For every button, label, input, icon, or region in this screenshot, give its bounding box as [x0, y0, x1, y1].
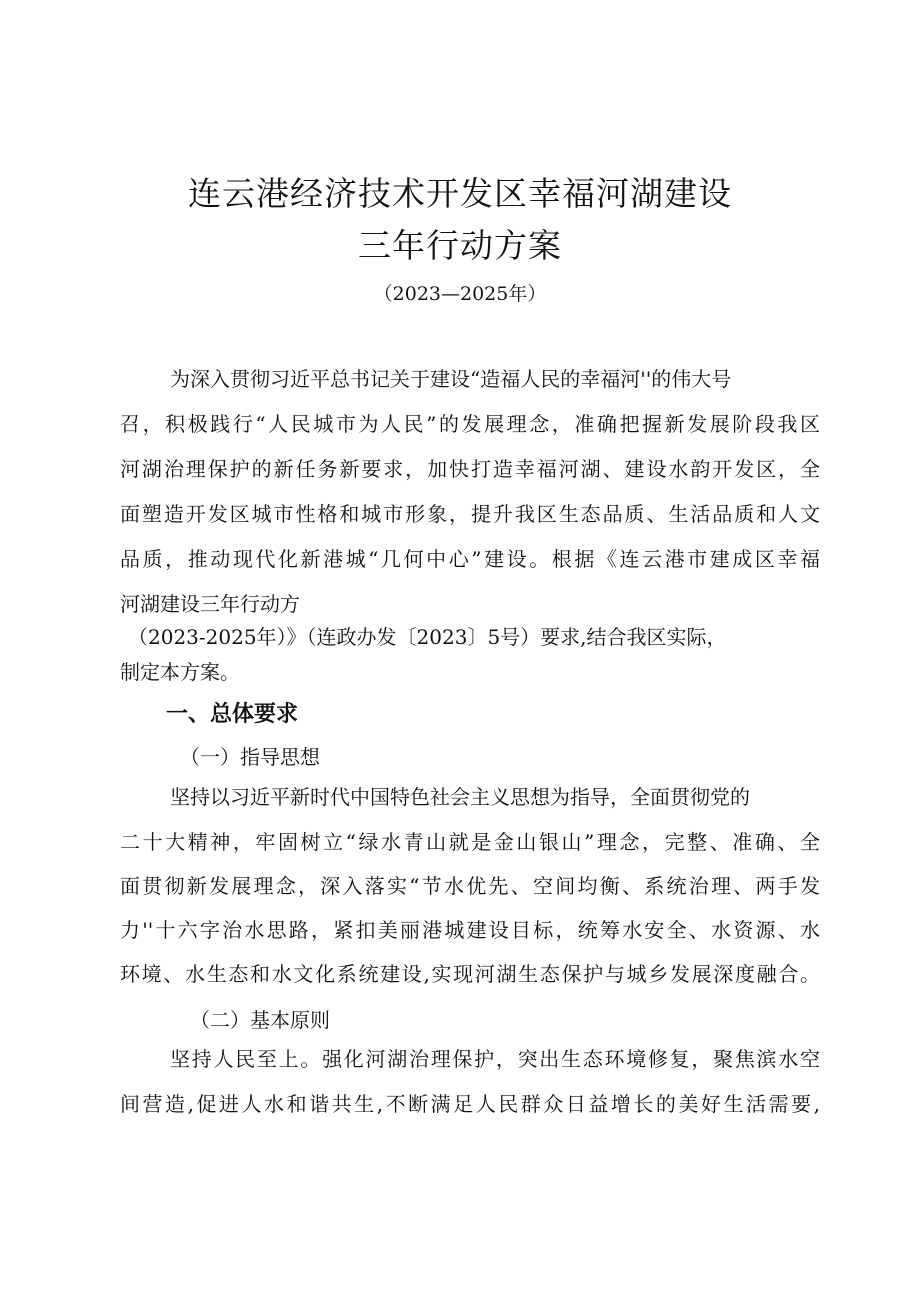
document-title-line2: 三年行动方案 — [358, 226, 562, 265]
paragraph-line: 制定本方案。 — [120, 660, 240, 684]
paragraph-line: 品质，推动现代化新港城“几何中心”建设。根据《连云港市建成区幸福 — [120, 547, 820, 571]
paragraph-line: 河湖建设三年行动方 — [120, 592, 300, 616]
document-subtitle: （2023—2025年） — [373, 283, 547, 305]
paragraph-line: 二十大精神，牢固树立“绿水青山就是金山银山”理念，完整、准确、全 — [120, 830, 820, 854]
paragraph-line: 坚持人民至上。强化河湖治理保护，突出生态环境修复，聚焦滨水空 — [170, 1047, 820, 1071]
paragraph-line: 面塑造开发区城市性格和城市形象，提升我区生态品质、生活品质和人文 — [120, 502, 820, 526]
paragraph-line: 力''十六字治水思路，紧扣美丽港城建设目标，统筹水安全、水资源、水 — [120, 918, 820, 942]
paragraph-line: 环境、水生态和水文化系统建设,实现河湖生态保护与城乡发展深度融合。 — [120, 962, 820, 986]
paragraph-line: 面贯彻新发展理念，深入落实“节水优先、空间均衡、系统治理、两手发 — [120, 874, 820, 898]
paragraph-line: 召，积极践行“人民城市为人民”的发展理念，准确把握新发展阶段我区 — [120, 412, 820, 436]
document-title-line1: 连云港经济技术开发区幸福河湖建设 — [188, 174, 732, 213]
section-heading: 一、总体要求 — [166, 702, 299, 727]
paragraph-line: 坚持以习近平新时代中国特色社会主义思想为指导，全面贯彻党的 — [170, 785, 750, 809]
paragraph-line: 为深入贯彻习近平总书记关于建设“造福人民的幸福河''的伟大号 — [170, 367, 732, 391]
subsection-heading: （二）基本原则 — [190, 1008, 330, 1032]
paragraph-line: （2023-2025年）》（连政办发〔2023〕5号）要求,结合我区实际， — [128, 625, 727, 649]
paragraph-line: 间营造,促进人水和谐共生,不断满足人民群众日益增长的美好生活需要, — [120, 1092, 820, 1116]
subsection-heading: （一）指导思想 — [180, 745, 320, 769]
paragraph-line: 河湖治理保护的新任务新要求，加快打造幸福河湖、建设水韵开发区，全 — [120, 457, 820, 481]
